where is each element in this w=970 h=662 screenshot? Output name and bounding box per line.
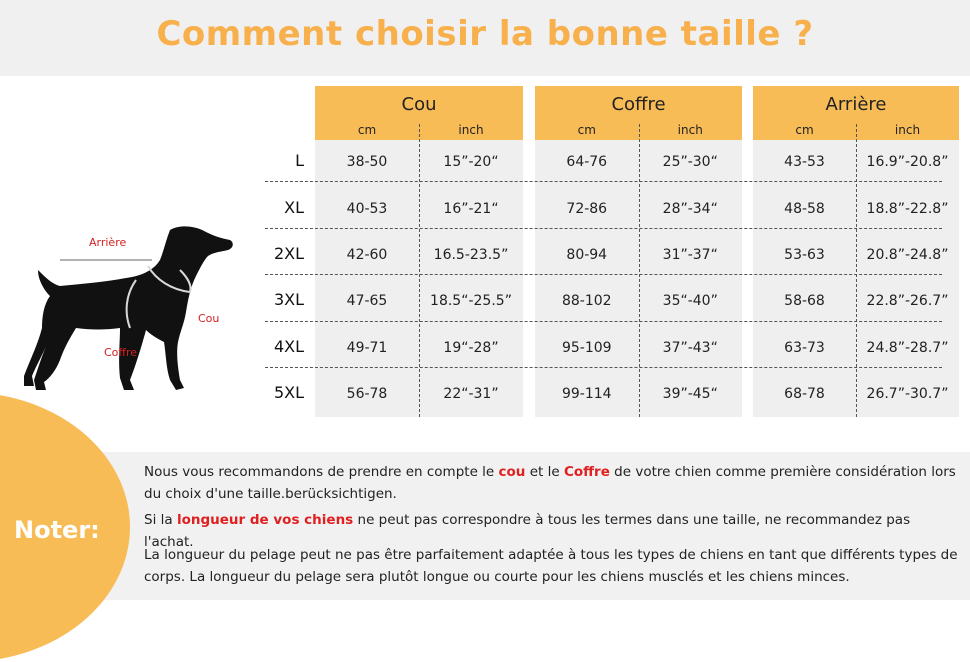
cell-back-cm: 53-63	[784, 247, 825, 263]
cell-chest-cm: 99-114	[561, 386, 612, 402]
note-label: Noter:	[14, 516, 100, 544]
header-band	[0, 0, 970, 76]
cell-neck-inch: 19“-28”	[443, 340, 499, 356]
cell-chest-cm: 64-76	[566, 154, 608, 170]
cell-neck-cm: 56-78	[346, 386, 388, 402]
cell-neck-cm: 38-50	[346, 154, 388, 170]
cell-back-cm: 43-53	[784, 154, 825, 170]
cell-back-inch: 22.8”-26.7”	[866, 293, 949, 309]
cell-chest-inch: 35“-40”	[662, 293, 718, 309]
cell-chest-inch: 25”-30“	[662, 154, 718, 170]
cell-chest-inch: 28”-34“	[662, 201, 718, 217]
note-text: et le	[525, 464, 564, 480]
cell-chest-inch: 37”-43“	[662, 340, 718, 356]
note-text: de votre chien comme première considération lors du choix d'une taille.berücksichtigen.	[144, 464, 956, 502]
cell-back-inch: 24.8”-28.7”	[866, 340, 949, 356]
cell-neck-cm: 40-53	[346, 201, 388, 217]
note-paragraph-1	[144, 461, 959, 505]
cell-chest-inch: 31”-37“	[662, 247, 718, 263]
row-separator	[265, 321, 942, 322]
cell-chest-cm: 88-102	[561, 293, 612, 309]
note-text: Si la	[144, 512, 177, 528]
cell-back-inch: 20.8”-24.8”	[866, 247, 949, 263]
row-separator	[265, 228, 942, 229]
cell-back-inch: 16.9”-20.8”	[866, 154, 949, 170]
cell-back-cm: 63-73	[784, 340, 825, 356]
row-separator	[265, 367, 942, 368]
cell-back-inch: 26.7”-30.7”	[866, 386, 949, 402]
cell-neck-inch: 18.5“-25.5”	[430, 293, 512, 309]
note-text: ne peut pas correspondre à tous les termes dans une taille, ne recommandez pas l'achat.	[144, 512, 911, 550]
size-label-4xl: 4XL	[273, 337, 304, 356]
label-back: Arrière	[89, 236, 127, 249]
cell-chest-inch: 39”-45“	[662, 386, 718, 402]
unit-cm: cm	[577, 123, 596, 137]
unit-cm: cm	[795, 123, 814, 137]
unit-inch: inch	[894, 123, 921, 137]
cell-neck-cm: 49-71	[346, 340, 388, 356]
cell-chest-cm: 80-94	[566, 247, 608, 263]
cell-neck-inch: 16.5-23.5”	[433, 247, 509, 263]
note-highlight-length: longueur de vos chiens	[176, 512, 354, 528]
note-highlight-chest: Coffre	[563, 464, 610, 480]
group-title-neck: Cou	[401, 94, 437, 115]
size-label-5xl: 5XL	[273, 383, 304, 402]
row-separator	[265, 274, 942, 275]
note-text: Nous vous recommandons de prendre en compte le	[144, 464, 499, 480]
note-paragraph-3: La longueur du pelage peut ne pas être parfaitement adaptée à tous les types de chiens en tant que différents types de corps. La longueur du pelage sera plutôt longue ou courte pour les chiens musclés et les chiens minces.	[144, 547, 958, 585]
label-neck: Cou	[198, 312, 220, 325]
unit-cm: cm	[357, 123, 377, 137]
cell-neck-inch: 22“-31”	[443, 386, 499, 402]
cell-back-cm: 58-68	[784, 293, 825, 309]
cell-neck-inch: 15”-20“	[443, 154, 499, 170]
cell-back-cm: 68-78	[784, 386, 825, 402]
label-chest: Coffre	[104, 346, 138, 359]
group-title-chest: Coffre	[611, 94, 666, 115]
size-label-2xl: 2XL	[273, 244, 304, 263]
note-highlight-neck: cou	[498, 464, 526, 480]
cell-back-cm: 48-58	[784, 201, 825, 217]
cell-neck-inch: 16”-21“	[443, 201, 499, 217]
cell-back-inch: 18.8”-22.8”	[866, 201, 949, 217]
unit-inch: inch	[677, 123, 703, 137]
page-title: Comment choisir la bonne taille ?	[156, 14, 814, 54]
cell-neck-cm: 47-65	[346, 293, 388, 309]
group-title-back: Arrière	[825, 94, 887, 115]
cell-neck-cm: 42-60	[346, 247, 388, 263]
size-label-3xl: 3XL	[273, 290, 304, 309]
cell-chest-cm: 72-86	[566, 201, 608, 217]
row-separator	[265, 181, 942, 182]
cell-chest-cm: 95-109	[561, 340, 612, 356]
size-label-l: L	[295, 151, 304, 170]
size-label-xl: XL	[284, 198, 304, 217]
dog-silhouette-illustration	[20, 220, 240, 400]
unit-inch: inch	[458, 123, 484, 137]
